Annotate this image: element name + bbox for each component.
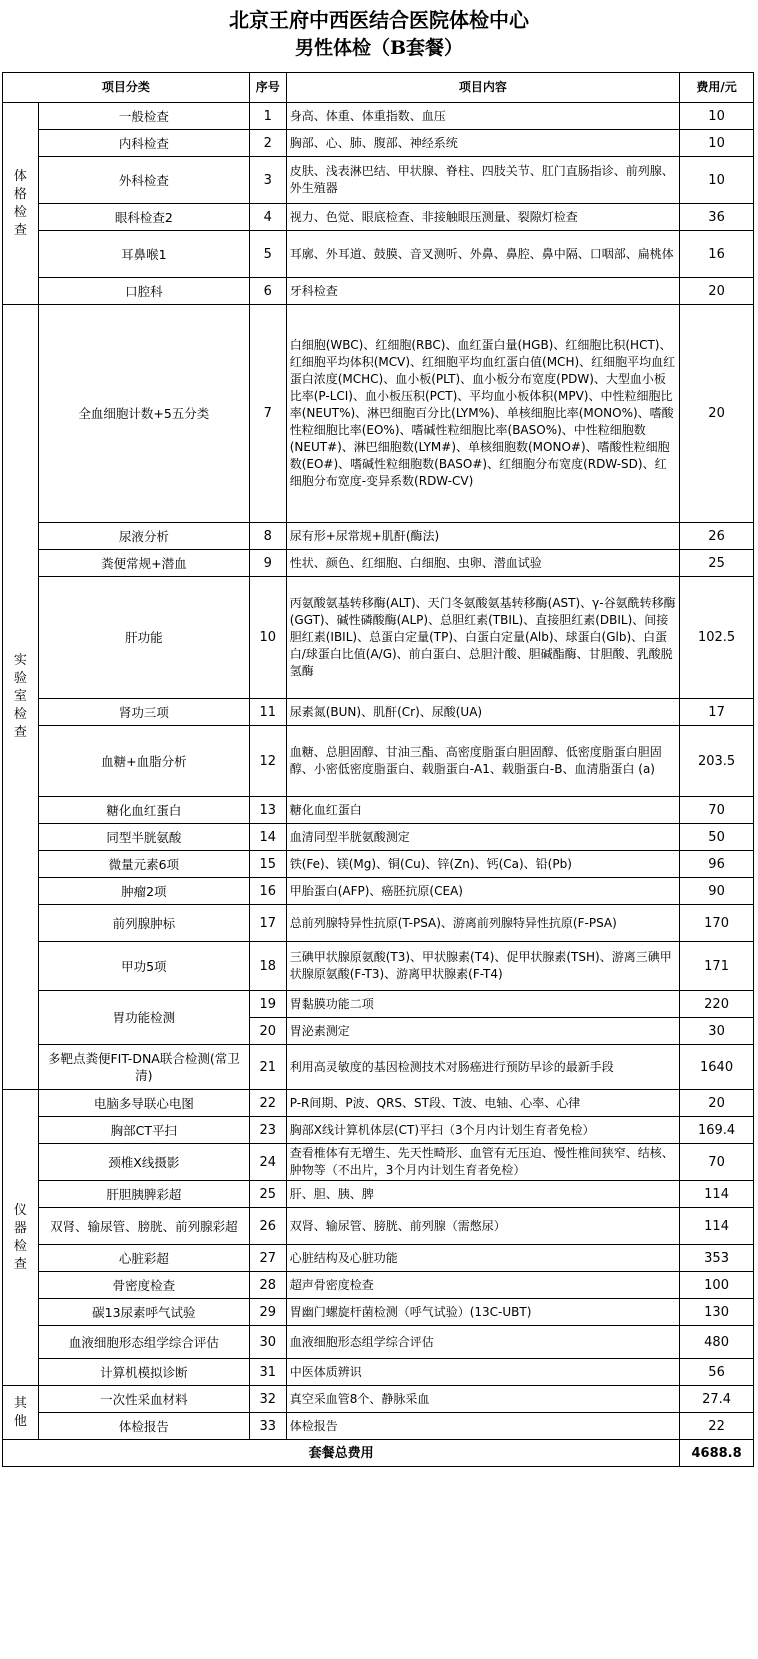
item-fee: 170: [680, 905, 754, 942]
table-row: [3, 1359, 754, 1386]
item-name: 肿瘤2项: [38, 878, 249, 905]
item-fee: 17: [680, 699, 754, 726]
item-content: 血液细胞形态组学综合评估: [286, 1326, 679, 1359]
item-number: 25: [249, 1181, 286, 1208]
item-content: 胸部、心、肺、腹部、神经系统: [286, 130, 679, 157]
table-row: [3, 1413, 754, 1440]
table-body: [3, 103, 754, 1440]
item-content: 利用高灵敏度的基因检测技术对肠癌进行预防早诊的最新手段: [286, 1045, 679, 1090]
item-number: 22: [249, 1090, 286, 1117]
item-fee: 171: [680, 942, 754, 991]
item-fee: 22: [680, 1413, 754, 1440]
item-fee: 353: [680, 1245, 754, 1272]
item-fee: 10: [680, 157, 754, 204]
page-title: 北京王府中西医结合医院体检中心: [229, 8, 529, 32]
item-fee: 26: [680, 523, 754, 550]
item-content: 总前列腺特异性抗原(T-PSA)、游离前列腺特异性抗原(F-PSA): [286, 905, 679, 942]
item-fee: 25: [680, 550, 754, 577]
group-lab-label: [3, 305, 39, 1090]
item-number: 28: [249, 1272, 286, 1299]
item-fee: 50: [680, 824, 754, 851]
item-number: 19: [249, 991, 286, 1018]
table-header-row: [3, 73, 754, 103]
item-name: 一般检查: [38, 103, 249, 130]
item-fee: 10: [680, 103, 754, 130]
item-name: 肝胆胰脾彩超: [38, 1181, 249, 1208]
table-row: [3, 797, 754, 824]
item-name: 口腔科: [38, 278, 249, 305]
item-name: 眼科检查2: [38, 204, 249, 231]
col-header-no: 序号: [249, 73, 286, 103]
item-name: 心脏彩超: [38, 1245, 249, 1272]
total-label: 套餐总费用: [3, 1440, 680, 1467]
item-content: 中医体质辨识: [286, 1359, 679, 1386]
item-fee: 96: [680, 851, 754, 878]
table-row: [3, 231, 754, 278]
item-name: 碳13尿素呼气试验: [38, 1299, 249, 1326]
item-name: 粪便常规+潜血: [38, 550, 249, 577]
item-content: 超声骨密度检查: [286, 1272, 679, 1299]
item-name: 电脑多导联心电图: [38, 1090, 249, 1117]
group-label-text: 体格检查: [13, 168, 27, 238]
item-number: 24: [249, 1144, 286, 1181]
item-content: 双肾、输尿管、膀胱、前列腺（需憋尿）: [286, 1208, 679, 1245]
item-content: 胃幽门螺旋杆菌检测（呼气试验）(13C-UBT): [286, 1299, 679, 1326]
item-name: 耳鼻喉1: [38, 231, 249, 278]
item-number: 32: [249, 1386, 286, 1413]
table-row: [3, 991, 754, 1018]
item-number: 10: [249, 577, 286, 699]
item-number: 12: [249, 726, 286, 797]
col-header-category: 项目分类: [3, 73, 250, 103]
item-number: 11: [249, 699, 286, 726]
col-header-content: 项目内容: [286, 73, 679, 103]
item-fee: 480: [680, 1326, 754, 1359]
item-fee: 30: [680, 1018, 754, 1045]
item-content: 胃黏膜功能二项: [286, 991, 679, 1018]
item-name: 糖化血红蛋白: [38, 797, 249, 824]
item-name: 体检报告: [38, 1413, 249, 1440]
table-row: [3, 1299, 754, 1326]
item-name: 多靶点粪便FIT-DNA联合检测(常卫清): [38, 1045, 249, 1090]
group-label-text: 其他: [13, 1395, 27, 1429]
item-content: P-R间期、P波、QRS、ST段、T波、电轴、心率、心律: [286, 1090, 679, 1117]
item-fee: 114: [680, 1208, 754, 1245]
item-number: 4: [249, 204, 286, 231]
item-number: 9: [249, 550, 286, 577]
item-content: 铁(Fe)、镁(Mg)、铜(Cu)、锌(Zn)、钙(Ca)、铅(Pb): [286, 851, 679, 878]
item-name: 内科检查: [38, 130, 249, 157]
item-name: 胃功能检测: [38, 991, 249, 1045]
table-row: [3, 523, 754, 550]
item-name: 血糖+血脂分析: [38, 726, 249, 797]
table-row: [3, 878, 754, 905]
item-fee: 203.5: [680, 726, 754, 797]
item-number: 33: [249, 1413, 286, 1440]
item-number: 26: [249, 1208, 286, 1245]
item-fee: 169.4: [680, 1117, 754, 1144]
table-row: [3, 278, 754, 305]
table-row: [3, 699, 754, 726]
item-content: 性状、颜色、红细胞、白细胞、虫卵、潜血试验: [286, 550, 679, 577]
item-content: 耳廓、外耳道、鼓膜、音叉测听、外鼻、鼻腔、鼻中隔、口咽部、扁桃体: [286, 231, 679, 278]
table-row: [3, 1144, 754, 1181]
table-row: [3, 1045, 754, 1090]
item-name: 甲功5项: [38, 942, 249, 991]
group-other-label: [3, 1386, 39, 1440]
item-content: 糖化血红蛋白: [286, 797, 679, 824]
item-number: 23: [249, 1117, 286, 1144]
item-fee: 70: [680, 797, 754, 824]
item-name: 一次性采血材料: [38, 1386, 249, 1413]
item-number: 5: [249, 231, 286, 278]
table-row: [3, 305, 754, 523]
table-row: [3, 130, 754, 157]
item-content: 视力、色觉、眼底检查、非接触眼压测量、裂隙灯检查: [286, 204, 679, 231]
table-row: [3, 1090, 754, 1117]
item-number: 18: [249, 942, 286, 991]
item-number: 6: [249, 278, 286, 305]
item-content: 肝、胆、胰、脾: [286, 1181, 679, 1208]
table-row: [3, 550, 754, 577]
item-content: 查看椎体有无增生、先天性畸形、血管有无压迫、慢性椎间狭窄、结核、肿物等（不出片，3个月内计划生育者免检）: [286, 1144, 679, 1181]
item-name: 颈椎X线摄影: [38, 1144, 249, 1181]
item-name: 双肾、输尿管、膀胱、前列腺彩超: [38, 1208, 249, 1245]
item-content: 胸部X线计算机体层(CT)平扫（3个月内计划生育者免检）: [286, 1117, 679, 1144]
item-name: 骨密度检查: [38, 1272, 249, 1299]
item-fee: 90: [680, 878, 754, 905]
item-number: 29: [249, 1299, 286, 1326]
table-row: [3, 157, 754, 204]
item-number: 7: [249, 305, 286, 523]
item-number: 1: [249, 103, 286, 130]
table-row: [3, 1326, 754, 1359]
item-content: 三碘甲状腺原氨酸(T3)、甲状腺素(T4)、促甲状腺素(TSH)、游离三碘甲状腺原氨酸(F-T3)、游离甲状腺素(F-T4): [286, 942, 679, 991]
table-row: [3, 204, 754, 231]
item-number: 21: [249, 1045, 286, 1090]
item-name: 前列腺肿标: [38, 905, 249, 942]
table-row: [3, 942, 754, 991]
item-content: 体检报告: [286, 1413, 679, 1440]
item-content: 尿有形+尿常规+肌酐(酶法): [286, 523, 679, 550]
item-name: 尿液分析: [38, 523, 249, 550]
item-number: 2: [249, 130, 286, 157]
item-number: 3: [249, 157, 286, 204]
item-fee: 102.5: [680, 577, 754, 699]
table-row: [3, 1245, 754, 1272]
item-number: 8: [249, 523, 286, 550]
item-content: 真空采血管8个、静脉采血: [286, 1386, 679, 1413]
item-number: 17: [249, 905, 286, 942]
item-number: 15: [249, 851, 286, 878]
item-number: 14: [249, 824, 286, 851]
group-physical-label: [3, 103, 39, 305]
table-row: [3, 577, 754, 699]
table-row: [3, 824, 754, 851]
item-fee: 56: [680, 1359, 754, 1386]
item-content: 血清同型半胱氨酸测定: [286, 824, 679, 851]
table-row: [3, 1272, 754, 1299]
package-table: [2, 72, 754, 1467]
item-name: 计算机模拟诊断: [38, 1359, 249, 1386]
item-number: 30: [249, 1326, 286, 1359]
item-fee: 220: [680, 991, 754, 1018]
item-content: 心脏结构及心脏功能: [286, 1245, 679, 1272]
item-content: 皮肤、浅表淋巴结、甲状腺、脊柱、四肢关节、肛门直肠指诊、前列腺、外生殖器: [286, 157, 679, 204]
total-value: 4688.8: [680, 1440, 754, 1467]
table-row: [3, 905, 754, 942]
item-number: 16: [249, 878, 286, 905]
item-name: 全血细胞计数+5五分类: [38, 305, 249, 523]
item-content: 丙氨酸氨基转移酶(ALT)、天门冬氨酸氨基转移酶(AST)、γ-谷氨酰转移酶(GGT)、碱性磷酸酶(ALP)、总胆红素(TBIL)、直接胆红素(DBIL)、间接胆红素(IBIL)、总蛋白定量(TP)、白蛋白定量(Alb)、球蛋白(Glb)、白蛋白/球蛋白比值(A/G)、前白蛋白、总胆汁酸、胆碱酯酶、甘胆酸、乳酸脱氢酶: [286, 577, 679, 699]
item-fee: 70: [680, 1144, 754, 1181]
table-row: [3, 1181, 754, 1208]
group-label-text: 实验室检查: [13, 653, 27, 740]
item-fee: 20: [680, 305, 754, 523]
table-row: [3, 851, 754, 878]
item-content: 血糖、总胆固醇、甘油三酯、高密度脂蛋白胆固醇、低密度脂蛋白胆固醇、小密低密度脂蛋白、载脂蛋白-A1、载脂蛋白-B、血清脂蛋白 (a): [286, 726, 679, 797]
item-fee: 20: [680, 278, 754, 305]
item-number: 13: [249, 797, 286, 824]
item-content: 身高、体重、体重指数、血压: [286, 103, 679, 130]
item-fee: 130: [680, 1299, 754, 1326]
item-number: 27: [249, 1245, 286, 1272]
item-content: 甲胎蛋白(AFP)、癌胚抗原(CEA): [286, 878, 679, 905]
total-row: [3, 1440, 754, 1467]
group-label-text: 仪器检查: [13, 1202, 27, 1272]
item-name: 外科检查: [38, 157, 249, 204]
col-header-fee: 费用/元: [680, 73, 754, 103]
item-content: 胃泌素测定: [286, 1018, 679, 1045]
item-number: 20: [249, 1018, 286, 1045]
table-row: [3, 726, 754, 797]
item-name: 胸部CT平扫: [38, 1117, 249, 1144]
page-subtitle: 男性体检（B套餐）: [294, 37, 464, 59]
item-fee: 16: [680, 231, 754, 278]
item-content: 尿素氮(BUN)、肌酐(Cr)、尿酸(UA): [286, 699, 679, 726]
item-fee: 10: [680, 130, 754, 157]
item-content: 白细胞(WBC)、红细胞(RBC)、血红蛋白量(HGB)、红细胞比积(HCT)、红细胞平均体积(MCV)、红细胞平均血红蛋白值(MCH)、红细胞平均血红蛋白浓度(MCHC)、血小板(PLT)、血小板分布宽度(PDW)、大型血小板比率(P-LCI)、血小板压积(PCT)、平均血小板体积(MPV)、中性粒细胞比率(NEUT%)、淋巴细胞百分比(LYM%)、单核细胞比率(MONO%)、嗜酸性粒细胞比率(EO%)、嗜碱性粒细胞比率(BASO%)、中性粒细胞数(NEUT#)、淋巴细胞数(LYM#)、单核细胞数(MONO#)、嗜酸性粒细胞数(EO#)、嗜碱性粒细胞数(BASO#)、红细胞分布宽度(RDW-SD)、红细胞分布宽度-变异系数(RDW-CV): [286, 305, 679, 523]
page-header: [0, 0, 758, 72]
item-fee: 27.4: [680, 1386, 754, 1413]
group-instrument-label: [3, 1090, 39, 1386]
table-row: [3, 1208, 754, 1245]
table-row: [3, 1117, 754, 1144]
item-name: 肾功三项: [38, 699, 249, 726]
item-fee: 20: [680, 1090, 754, 1117]
item-name: 肝功能: [38, 577, 249, 699]
item-fee: 36: [680, 204, 754, 231]
item-fee: 100: [680, 1272, 754, 1299]
item-name: 同型半胱氨酸: [38, 824, 249, 851]
item-name: 微量元素6项: [38, 851, 249, 878]
item-name: 血液细胞形态组学综合评估: [38, 1326, 249, 1359]
table-row: [3, 1386, 754, 1413]
item-number: 31: [249, 1359, 286, 1386]
item-content: 牙科检查: [286, 278, 679, 305]
item-fee: 114: [680, 1181, 754, 1208]
table-row: [3, 103, 754, 130]
item-fee: 1640: [680, 1045, 754, 1090]
